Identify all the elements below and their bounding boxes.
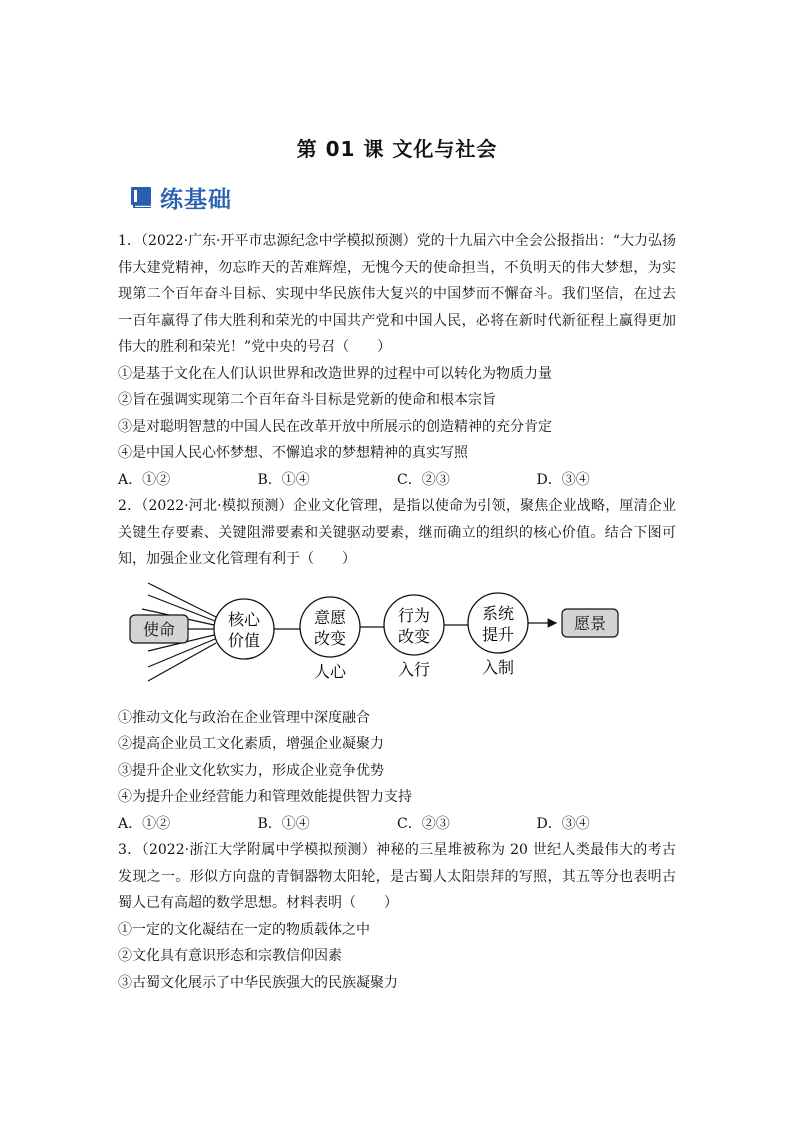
mission-label: 使命 <box>142 619 176 639</box>
willingness-circle <box>300 597 360 657</box>
choice-d: D．③④ <box>536 815 590 832</box>
core-value-circle <box>214 599 274 659</box>
fan-line <box>148 583 216 617</box>
statement-option: ①一定的文化凝结在一定的物质载体之中 <box>118 921 370 938</box>
question-stem: 3．（2022·浙江大学附属中学模拟预测）神秘的三星堆被称为 20 世纪人类最伟大的考古发现之一。形似方向盘的青铜器物太阳轮，是古蜀人太阳崇拜的写照，其五等分也表明古蜀人已有高超的数学思想。材料表明（ ） <box>118 842 676 911</box>
choice-b: B．①④ <box>257 815 310 832</box>
caption-label: 入制 <box>481 657 515 677</box>
caption-label: 人心 <box>313 661 347 681</box>
system-circle <box>468 593 528 653</box>
book-icon <box>130 185 154 209</box>
page-title: 第 01 课 文化与社会 <box>296 137 498 161</box>
choice-a: A．①② <box>118 815 171 832</box>
circle-label: 价值 <box>227 630 261 650</box>
choice-a: A．①② <box>118 471 171 488</box>
statement-option: ②旨在强调实现第二个百年奋斗目标是党新的使命和根本宗旨 <box>118 392 496 408</box>
section-heading <box>130 182 232 212</box>
statement-option: ①推动文化与政治在企业管理中深度融合 <box>118 709 370 726</box>
vision-label: 愿景 <box>573 613 607 633</box>
statement-option: ①是基于文化在人们认识世界和改造世界的过程中可以转化为物质力量 <box>118 365 552 382</box>
answer-choices <box>118 811 676 838</box>
question-1 <box>118 228 676 493</box>
circle-label: 提升 <box>481 624 515 644</box>
circle-label: 系统 <box>481 603 515 623</box>
choice-c: C．②③ <box>397 815 450 832</box>
section-label: 练基础 <box>160 186 232 213</box>
statement-option: ②提高企业员工文化素质，增强企业凝聚力 <box>118 736 384 752</box>
caption-label: 入行 <box>397 659 431 679</box>
answer-choices <box>118 467 676 494</box>
behavior-circle <box>384 595 444 655</box>
circle-label: 行为 <box>397 605 431 625</box>
question-stem: 1．（2022·广东·开平市忠源纪念中学模拟预测）党的十九届六中全会公报指出：“大力弘扬伟大建党精神，勿忘昨天的苦难辉煌，无愧今天的使命担当，不负明天的伟大梦想，为实现第二个百年奋斗目标、实现中华民族伟大复兴的中国梦而不懈奋斗。我们坚信，在过去一百年赢得了伟大胜利和荣光的中国共产党和中国人民，必将在新时代新征程上赢得更加伟大的胜利和荣光！”党中央的号召（ ） <box>118 233 676 355</box>
question-stem: 2．（2022·河北·模拟预测）企业文化管理，是指以使命为引领，聚焦企业战略，厘清企业关键生存要素、关键阻滞要素和关键驱动要素，继而确立的组织的核心价值。结合下图可知，加强企业文化管理有利于（ ） <box>118 498 676 567</box>
statement-option: ④是中国人民心怀梦想、不懈追求的梦想精神的真实写照 <box>118 445 468 461</box>
choice-b: B．①④ <box>257 471 310 488</box>
question-3 <box>118 837 676 996</box>
statement-option: ③提升企业文化软实力，形成企业竞争优势 <box>118 762 384 779</box>
circle-label: 意愿 <box>313 607 347 627</box>
statement-option: ③是对聪明智慧的中国人民在改革开放中所展示的创造精神的充分肯定 <box>118 418 552 435</box>
statement-option: ③古蜀文化展示了中华民族强大的民族凝聚力 <box>118 974 398 991</box>
circle-label: 改变 <box>397 626 431 646</box>
choice-c: C．②③ <box>397 471 450 488</box>
culture-management-diagram <box>118 581 676 695</box>
circle-label: 改变 <box>313 628 347 648</box>
statement-option: ④为提升企业经营能力和管理效能提供智力支持 <box>118 789 412 805</box>
question-2 <box>118 493 676 837</box>
choice-d: D．③④ <box>536 471 590 488</box>
statement-option: ②文化具有意识形态和宗教信仰因素 <box>118 948 342 964</box>
circle-label: 核心 <box>227 609 261 629</box>
question-list <box>118 228 676 996</box>
